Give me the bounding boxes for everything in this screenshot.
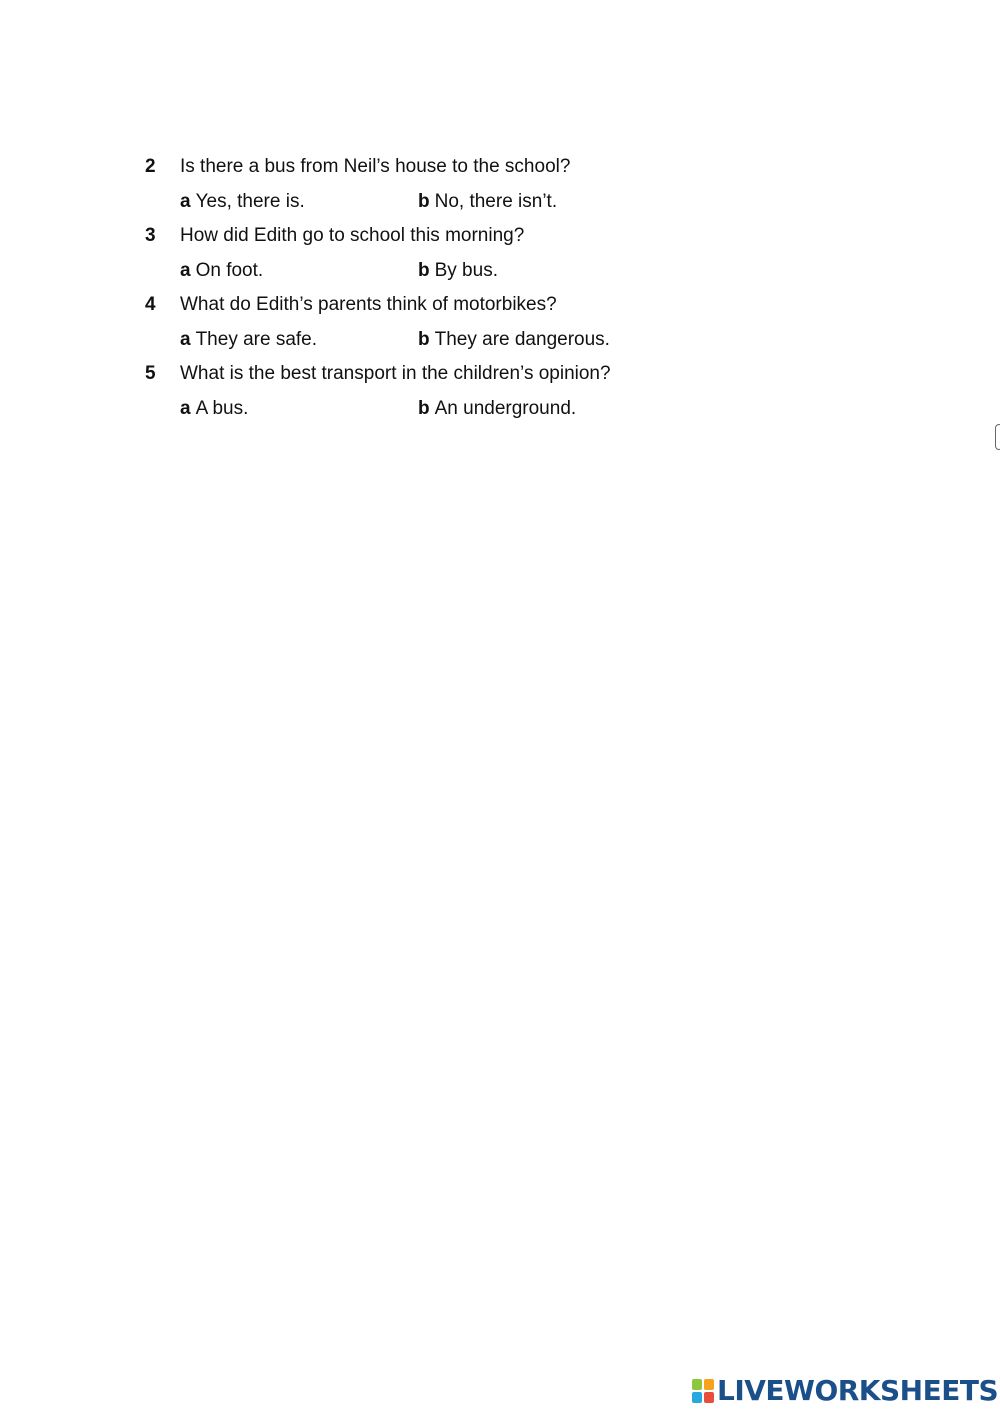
liveworksheets-grid-icon — [692, 1379, 714, 1403]
logo-tile — [692, 1392, 702, 1403]
question-row — [145, 153, 745, 188]
option-letter: b — [418, 260, 430, 281]
option-letter: b — [418, 191, 430, 212]
question-4 — [145, 291, 745, 360]
options-row — [145, 395, 745, 429]
option-text: Yes, there is. — [195, 191, 305, 212]
question-number: 5 — [145, 363, 156, 384]
option-letter: a — [180, 260, 191, 281]
question-number: 2 — [145, 156, 156, 177]
options-row — [145, 257, 745, 291]
question-text: What is the best transport in the children’s opinion? — [180, 363, 611, 384]
option-b[interactable] — [418, 395, 576, 423]
option-text: On foot. — [195, 260, 264, 281]
question-text: Is there a bus from Neil’s house to the school? — [180, 156, 571, 177]
options-row — [145, 326, 745, 360]
option-b[interactable] — [418, 257, 498, 285]
option-letter: b — [418, 329, 430, 350]
question-3 — [145, 222, 745, 291]
question-list — [145, 153, 745, 429]
option-text: They are dangerous. — [434, 329, 610, 350]
option-a[interactable] — [180, 188, 305, 216]
question-text: How did Edith go to school this morning? — [180, 225, 525, 246]
option-text: An underground. — [434, 398, 577, 419]
option-a[interactable] — [180, 326, 317, 354]
options-row — [145, 188, 745, 222]
option-text: They are safe. — [195, 329, 318, 350]
question-row — [145, 222, 745, 257]
logo-tile — [692, 1379, 702, 1390]
logo-text: LIVEWORKSHEETS — [717, 1374, 999, 1407]
liveworksheets-logo — [692, 1375, 998, 1407]
option-letter: a — [180, 191, 191, 212]
question-row — [145, 291, 745, 326]
question-text: What do Edith’s parents think of motorbikes? — [180, 294, 557, 315]
option-letter: a — [180, 398, 191, 419]
option-a[interactable] — [180, 395, 248, 423]
option-text: By bus. — [434, 260, 498, 281]
option-b[interactable] — [418, 326, 610, 354]
option-text: A bus. — [195, 398, 249, 419]
question-2 — [145, 153, 745, 222]
edge-handle — [995, 424, 1000, 450]
option-a[interactable] — [180, 257, 263, 285]
logo-tile — [704, 1392, 714, 1403]
question-number: 3 — [145, 225, 156, 246]
question-5 — [145, 360, 745, 429]
question-number: 4 — [145, 294, 156, 315]
option-letter: a — [180, 329, 191, 350]
logo-tile — [704, 1379, 714, 1390]
option-text: No, there isn’t. — [434, 191, 558, 212]
question-row — [145, 360, 745, 395]
option-letter: b — [418, 398, 430, 419]
option-b[interactable] — [418, 188, 557, 216]
